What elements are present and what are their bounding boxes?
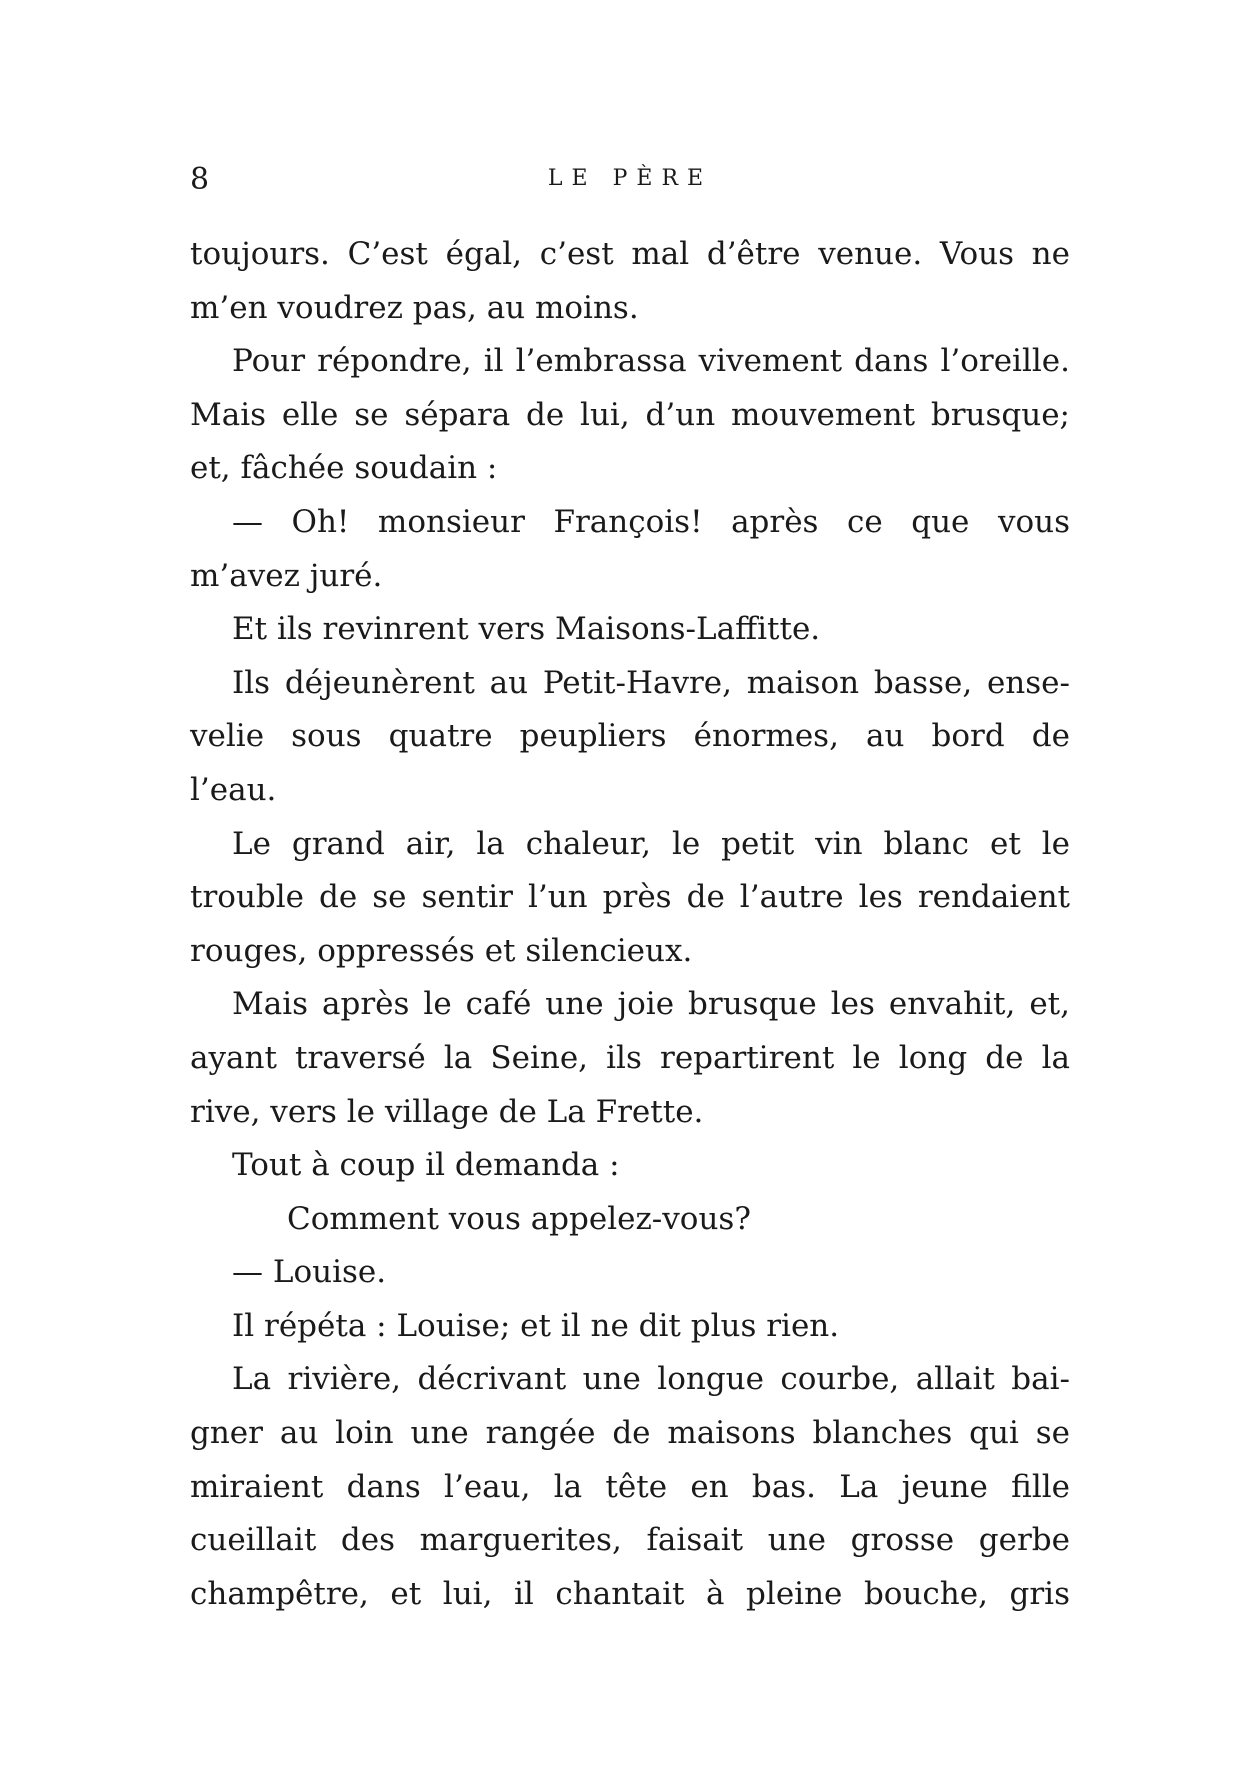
text-line: miraient dans l’eau, la tête en bas. La jeune fille [190,1468,1070,1505]
text-line: gner au loin une rangée de maisons blanches qui se [190,1415,1070,1452]
text-line: cueillait des marguerites, faisait une grosse gerbe [190,1522,1070,1559]
text-line: Tout à coup il demanda : [232,1147,620,1184]
text-line: La rivière, décrivant une longue courbe, allait bai- [232,1361,1070,1398]
text-line: Pour répondre, il l’embrassa vivement dans l’oreille. [232,343,1070,380]
page-header [190,162,1070,202]
text-line: Mais elle se sépara de lui, d’un mouvement brusque; [190,396,1070,433]
text-line: Mais après le café une joie brusque les envahit, et, [232,986,1070,1023]
text-line: et, fâchée soudain : [190,450,498,487]
text-line: Il répéta : Louise; et il ne dit plus rien. [232,1307,840,1344]
text-line: velie sous quatre peupliers énormes, au bord de [190,718,1070,755]
text-line: rive, vers le village de La Frette. [190,1093,704,1130]
text-line: — Louise. [232,1254,387,1291]
text-line: rouges, oppressés et silencieux. [190,932,693,969]
body-text [190,228,1070,1621]
text-line: ayant traversé la Seine, ils repartirent le long de la [190,1039,1070,1076]
text-line: Le grand air, la chaleur, le petit vin blanc et le [232,825,1070,862]
text-line: toujours. C’est égal, c’est mal d’être venue. Vous ne [190,236,1070,272]
running-title: LE PÈRE [547,166,713,191]
text-line: m’en voudrez pas, au moins. [190,289,639,326]
text-line: l’eau. [190,771,277,808]
text-line: Ils déjeunèrent au Petit-Havre, maison basse, ense- [232,664,1070,701]
text-line: trouble de se sentir l’un près de l’autre les rendaient [190,879,1070,916]
text-line: champêtre, et lui, il chantait à pleine bouche, gris [190,1575,1070,1612]
text-line: Comment vous appelez-vous? [287,1200,751,1237]
text-line: — Oh! monsieur François! après ce que vous [232,503,1070,540]
page-number: 8 [190,162,211,197]
text-line: Et ils revinrent vers Maisons-Laffitte. [232,611,821,648]
text-line: m’avez juré. [190,557,383,594]
